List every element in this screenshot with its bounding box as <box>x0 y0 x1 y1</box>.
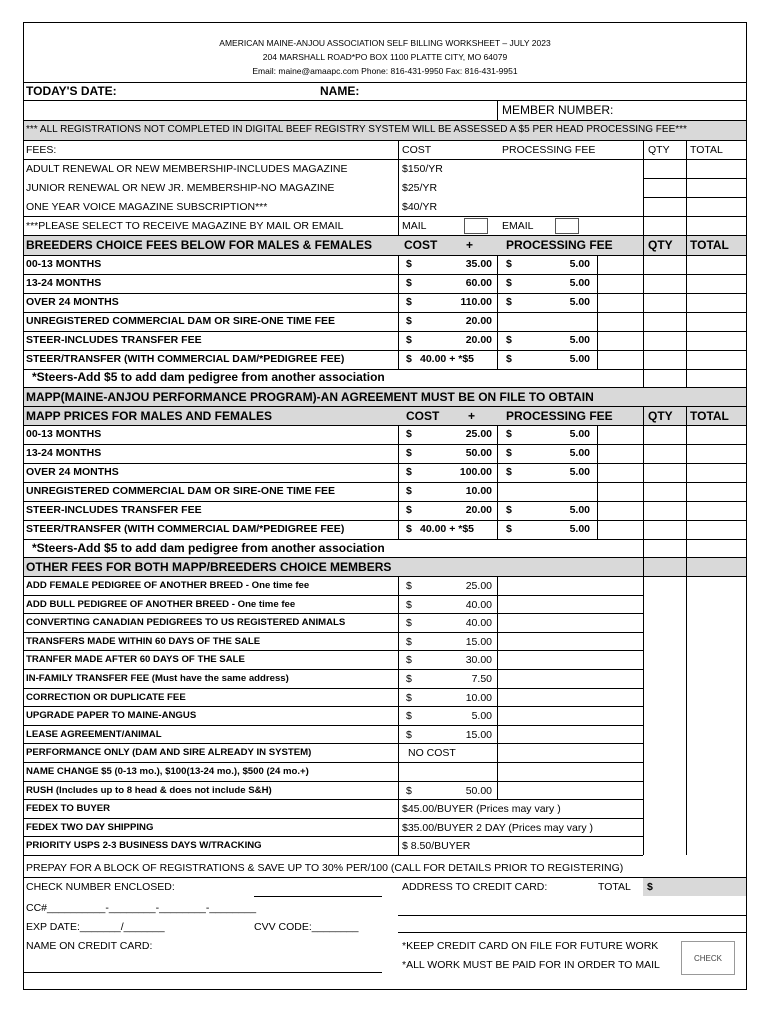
cost-value: 20.00 <box>465 315 492 327</box>
rule <box>23 293 643 294</box>
header-title: AMERICAN MAINE-ANJOU ASSOCIATION SELF BILLING WORKSHEET – JULY 2023 <box>219 38 551 48</box>
fee-value: 25.00 <box>465 580 492 592</box>
cost-dollar: $ <box>406 258 412 270</box>
payment-required-note: *ALL WORK MUST BE PAID FOR IN ORDER TO MAIL <box>402 959 660 971</box>
rule <box>23 762 643 763</box>
processing-dollar: $ <box>506 523 512 535</box>
rule <box>23 743 643 744</box>
cost-dollar: $ <box>406 315 412 327</box>
rule <box>23 331 643 332</box>
row-label: STEER-INCLUDES TRANSFER FEE <box>26 504 202 516</box>
fee-value: 15.00 <box>465 636 492 648</box>
rule <box>497 576 498 799</box>
cost-value: 100.00 <box>459 466 492 478</box>
rule <box>23 877 747 878</box>
row-label: UNREGISTERED COMMERCIAL DAM OR SIRE-ONE TIME FEE <box>26 485 335 497</box>
rule <box>643 331 747 332</box>
rule <box>643 274 747 275</box>
mail-label: MAIL <box>402 220 427 232</box>
rule <box>23 818 643 819</box>
rule <box>643 539 747 540</box>
fee-dollar: $ <box>406 673 412 685</box>
cost-value: 25.00 <box>465 428 492 440</box>
row-label: FEDEX TWO DAY SHIPPING <box>26 822 154 833</box>
rule <box>23 855 643 856</box>
bc-total-header: TOTAL <box>690 238 729 252</box>
row-label: 00-13 MONTHS <box>26 428 102 440</box>
mapp-qty-header: QTY <box>648 409 673 423</box>
address-line[interactable] <box>398 915 746 916</box>
rule <box>23 216 747 217</box>
row-label: UNREGISTERED COMMERCIAL DAM OR SIRE-ONE TIME FEE <box>26 315 335 327</box>
row-label: 13-24 MONTHS <box>26 277 102 289</box>
processing-value: 5.00 <box>569 466 590 478</box>
processing-value: 5.00 <box>569 523 590 535</box>
fee-label: JUNIOR RENEWAL OR NEW JR. MEMBERSHIP-NO MAGAZINE <box>26 182 335 194</box>
check-stamp: CHECK <box>681 941 735 975</box>
fees-total-header: TOTAL <box>690 144 723 156</box>
processing-value: 5.00 <box>569 447 590 459</box>
fee-dollar: $ <box>406 580 412 592</box>
rule <box>643 312 747 313</box>
header-contact: Email: maine@amaapc.com Phone: 816-431-9950 Fax: 816-431-9951 <box>252 66 518 76</box>
bc-plus: + <box>466 238 474 252</box>
rule <box>23 706 643 707</box>
processing-value: 5.00 <box>569 296 590 308</box>
row-label: CONVERTING CANADIAN PEDIGREES TO US REGISTERED ANIMALS <box>26 617 346 628</box>
row-label: IN-FAMILY TRANSFER FEE (Must have the same address) <box>26 673 289 684</box>
rule <box>597 255 598 369</box>
fee-text: NO COST <box>408 747 456 759</box>
cost-value: 40.00 + *$5 <box>420 353 475 365</box>
name-label: NAME: <box>320 84 360 98</box>
fee-value: 7.50 <box>471 673 492 685</box>
keep-card-note: *KEEP CREDIT CARD ON FILE FOR FUTURE WORK <box>402 940 659 952</box>
check-number-field[interactable] <box>254 896 382 897</box>
row-label: UPGRADE PAPER TO MAINE-ANGUS <box>26 710 197 721</box>
cost-dollar: $ <box>406 523 412 535</box>
fee-text: $ 8.50/BUYER <box>402 840 471 852</box>
total-label: TOTAL <box>598 881 631 893</box>
rule <box>643 520 747 521</box>
cost-dollar: $ <box>406 334 412 346</box>
prepay-note: PREPAY FOR A BLOCK OF REGISTRATIONS & SAVE UP TO 30% PER/100 (CALL FOR DETAILS PRIOR TO REGISTERING) <box>26 862 624 874</box>
fee-value: 40.00 <box>465 617 492 629</box>
rule <box>643 178 747 179</box>
cost-value: 60.00 <box>465 277 492 289</box>
rule <box>643 407 644 557</box>
processing-dollar: $ <box>506 277 512 289</box>
processing-value: 5.00 <box>569 258 590 270</box>
rule <box>23 255 747 256</box>
row-label: RUSH (Includes up to 8 head & does not include S&H) <box>26 785 272 796</box>
name-on-card-label: NAME ON CREDIT CARD: <box>26 940 153 952</box>
fee-value: 5.00 <box>471 710 492 722</box>
row-label: ADD FEMALE PEDIGREE OF ANOTHER BREED - One time fee <box>26 580 310 591</box>
row-label: PERFORMANCE ONLY (DAM AND SIRE ALREADY IN SYSTEM) <box>26 747 312 758</box>
fee-cost: $150/YR <box>402 163 443 175</box>
fee-value: 40.00 <box>465 599 492 611</box>
email-label: EMAIL <box>502 220 534 232</box>
rule <box>23 725 643 726</box>
fee-cost: $40/YR <box>402 201 438 213</box>
rule <box>23 82 747 83</box>
fee-dollar: $ <box>406 599 412 611</box>
email-checkbox[interactable] <box>555 218 579 234</box>
processing-dollar: $ <box>506 258 512 270</box>
header-address: 204 MARSHALL ROAD*PO BOX 1100 PLATTE CITY, MO 64079 <box>262 52 508 62</box>
address-line[interactable] <box>398 932 746 933</box>
fee-dollar: $ <box>406 710 412 722</box>
fee-label: ONE YEAR VOICE MAGAZINE SUBSCRIPTION*** <box>26 201 268 213</box>
rule <box>23 312 643 313</box>
rule <box>23 539 643 540</box>
cost-dollar: $ <box>406 447 412 459</box>
rule <box>597 425 598 539</box>
rule <box>23 576 747 577</box>
magazine-select-label: ***PLEASE SELECT TO RECEIVE MAGAZINE BY MAIL OR EMAIL <box>26 220 344 232</box>
cost-value: 40.00 + *$5 <box>420 523 475 535</box>
row-label: STEER/TRANSFER (WITH COMMERCIAL DAM/*PEDIGREE FEE) <box>26 523 345 535</box>
total-band <box>643 878 746 896</box>
row-label: CORRECTION OR DUPLICATE FEE <box>26 692 186 703</box>
member-number-label: MEMBER NUMBER: <box>502 103 614 117</box>
rule <box>23 650 643 651</box>
row-label: ADD BULL PEDIGREE OF ANOTHER BREED - One time fee <box>26 599 296 610</box>
rule <box>643 501 747 502</box>
processing-value: 5.00 <box>569 334 590 346</box>
cost-dollar: $ <box>406 296 412 308</box>
rule <box>686 558 687 855</box>
mapp-steer-note: *Steers-Add $5 to add dam pedigree from another association <box>32 541 385 555</box>
fee-value: 30.00 <box>465 654 492 666</box>
credit-card-number-field[interactable]: CC#__________-________-________-________ <box>26 902 257 914</box>
rule <box>23 781 643 782</box>
rule <box>643 444 747 445</box>
rule <box>23 632 643 633</box>
row-label: NAME CHANGE $5 (0-13 mo.), $100(13-24 mo.), $500 (24 mo.+) <box>26 766 309 777</box>
fee-dollar: $ <box>406 692 412 704</box>
mapp-processing-header: PROCESSING FEE <box>506 409 613 423</box>
fees-processing-header: PROCESSING FEE <box>502 144 596 156</box>
row-label: TRANFER MADE AFTER 60 DAYS OF THE SALE <box>26 654 245 665</box>
exp-date-field[interactable]: EXP DATE:_______/_______ <box>26 921 165 933</box>
rule <box>643 140 644 235</box>
rule <box>686 236 687 387</box>
processing-value: 5.00 <box>569 353 590 365</box>
fee-text: $45.00/BUYER (Prices may vary ) <box>402 803 561 815</box>
fee-dollar: $ <box>406 654 412 666</box>
row-label: OVER 24 MONTHS <box>26 296 119 308</box>
cost-dollar: $ <box>406 466 412 478</box>
cost-value: 20.00 <box>465 504 492 516</box>
rule <box>398 255 399 369</box>
bc-processing-header: PROCESSING FEE <box>506 238 613 252</box>
cost-value: 20.00 <box>465 334 492 346</box>
fee-value: 10.00 <box>465 692 492 704</box>
rule <box>23 444 643 445</box>
fee-dollar: $ <box>406 617 412 629</box>
cost-dollar: $ <box>406 277 412 289</box>
row-label: LEASE AGREEMENT/ANIMAL <box>26 729 162 740</box>
rule <box>23 274 643 275</box>
check-number-label: CHECK NUMBER ENCLOSED: <box>26 881 175 893</box>
rule <box>497 100 498 120</box>
processing-dollar: $ <box>506 296 512 308</box>
rule <box>23 159 747 160</box>
cost-value: 50.00 <box>465 447 492 459</box>
rule <box>398 576 399 855</box>
fee-value: 15.00 <box>465 729 492 741</box>
rule <box>23 595 643 596</box>
rule <box>643 293 747 294</box>
processing-dollar: $ <box>506 466 512 478</box>
mapp-banner: MAPP(MAINE-ANJOU PERFORMANCE PROGRAM)-AN AGREEMENT MUST BE ON FILE TO OBTAIN <box>26 390 594 404</box>
processing-notice: *** ALL REGISTRATIONS NOT COMPLETED IN DIGITAL BEEF REGISTRY SYSTEM WILL BE ASSESSED A $5 PER HEAD PROCESSING FEE*** <box>26 124 687 135</box>
bc-qty-header: QTY <box>648 238 673 252</box>
cost-dollar: $ <box>406 485 412 497</box>
processing-value: 5.00 <box>569 504 590 516</box>
fees-qty-header: QTY <box>648 144 670 156</box>
rule <box>23 688 643 689</box>
rule <box>643 482 747 483</box>
row-label: TRANSFERS MADE WITHIN 60 DAYS OF THE SALE <box>26 636 261 647</box>
rule <box>23 520 643 521</box>
row-label: 13-24 MONTHS <box>26 447 102 459</box>
rule <box>23 463 643 464</box>
rule <box>23 613 643 614</box>
rule <box>497 255 498 369</box>
total-value[interactable]: $ <box>647 881 653 893</box>
fee-dollar: $ <box>406 785 412 797</box>
bc-cost-header: COST <box>404 238 438 252</box>
rule <box>23 482 643 483</box>
rule <box>23 140 747 141</box>
cost-value: 110.00 <box>460 296 492 308</box>
cost-dollar: $ <box>406 353 412 365</box>
cost-value: 35.00 <box>465 258 492 270</box>
cost-value: 10.00 <box>465 485 492 497</box>
mapp-title: MAPP PRICES FOR MALES AND FEMALES <box>26 409 273 423</box>
rule <box>643 369 747 370</box>
cost-dollar: $ <box>406 428 412 440</box>
processing-dollar: $ <box>506 447 512 459</box>
name-on-card-field[interactable] <box>24 972 382 973</box>
rule <box>23 100 747 101</box>
other-fees-title: OTHER FEES FOR BOTH MAPP/BREEDERS CHOICE MEMBERS <box>26 560 392 574</box>
bc-steer-note: *Steers-Add $5 to add dam pedigree from another association <box>32 370 385 384</box>
row-label: STEER-INCLUDES TRANSFER FEE <box>26 334 202 346</box>
address-credit-card-label: ADDRESS TO CREDIT CARD: <box>402 881 548 893</box>
fees-cost-header: COST <box>402 144 432 156</box>
rule <box>23 501 643 502</box>
fee-dollar: $ <box>406 729 412 741</box>
rule <box>398 425 399 539</box>
rule <box>23 669 643 670</box>
mail-checkbox[interactable] <box>464 218 488 234</box>
cvv-code-field[interactable]: CVV CODE:________ <box>254 921 359 933</box>
breeders-choice-title: BREEDERS CHOICE FEES BELOW FOR MALES & FEMALES <box>26 238 373 252</box>
row-label: STEER/TRANSFER (WITH COMMERCIAL DAM/*PEDIGREE FEE) <box>26 353 345 365</box>
rule <box>686 407 687 557</box>
fee-value: 50.00 <box>465 785 492 797</box>
rule <box>23 836 643 837</box>
fees-header: FEES: <box>26 144 57 156</box>
mapp-cost-header: COST <box>406 409 440 423</box>
todays-date-label: TODAY'S DATE: <box>26 84 117 98</box>
row-label: FEDEX TO BUYER <box>26 803 111 814</box>
rule <box>23 799 643 800</box>
fee-label: ADULT RENEWAL OR NEW MEMBERSHIP-INCLUDES MAGAZINE <box>26 163 348 175</box>
row-label: OVER 24 MONTHS <box>26 466 119 478</box>
rule <box>23 350 643 351</box>
rule <box>643 350 747 351</box>
cost-dollar: $ <box>406 504 412 516</box>
rule <box>398 140 399 235</box>
processing-dollar: $ <box>506 353 512 365</box>
processing-value: 5.00 <box>569 428 590 440</box>
mapp-total-header: TOTAL <box>690 409 729 423</box>
fee-text: $35.00/BUYER 2 DAY (Prices may vary ) <box>402 822 594 834</box>
fee-dollar: $ <box>406 636 412 648</box>
processing-value: 5.00 <box>569 277 590 289</box>
rule <box>23 425 747 426</box>
rule <box>643 197 747 198</box>
rule <box>497 425 498 539</box>
rule <box>643 236 644 387</box>
processing-dollar: $ <box>506 504 512 516</box>
rule <box>686 140 687 235</box>
processing-dollar: $ <box>506 334 512 346</box>
row-label: 00-13 MONTHS <box>26 258 102 270</box>
processing-dollar: $ <box>506 428 512 440</box>
fee-cost: $25/YR <box>402 182 438 194</box>
row-label: PRIORITY USPS 2-3 BUSINESS DAYS W/TRACKING <box>26 840 262 851</box>
rule <box>643 463 747 464</box>
rule <box>643 558 644 855</box>
mapp-plus: + <box>468 409 476 423</box>
